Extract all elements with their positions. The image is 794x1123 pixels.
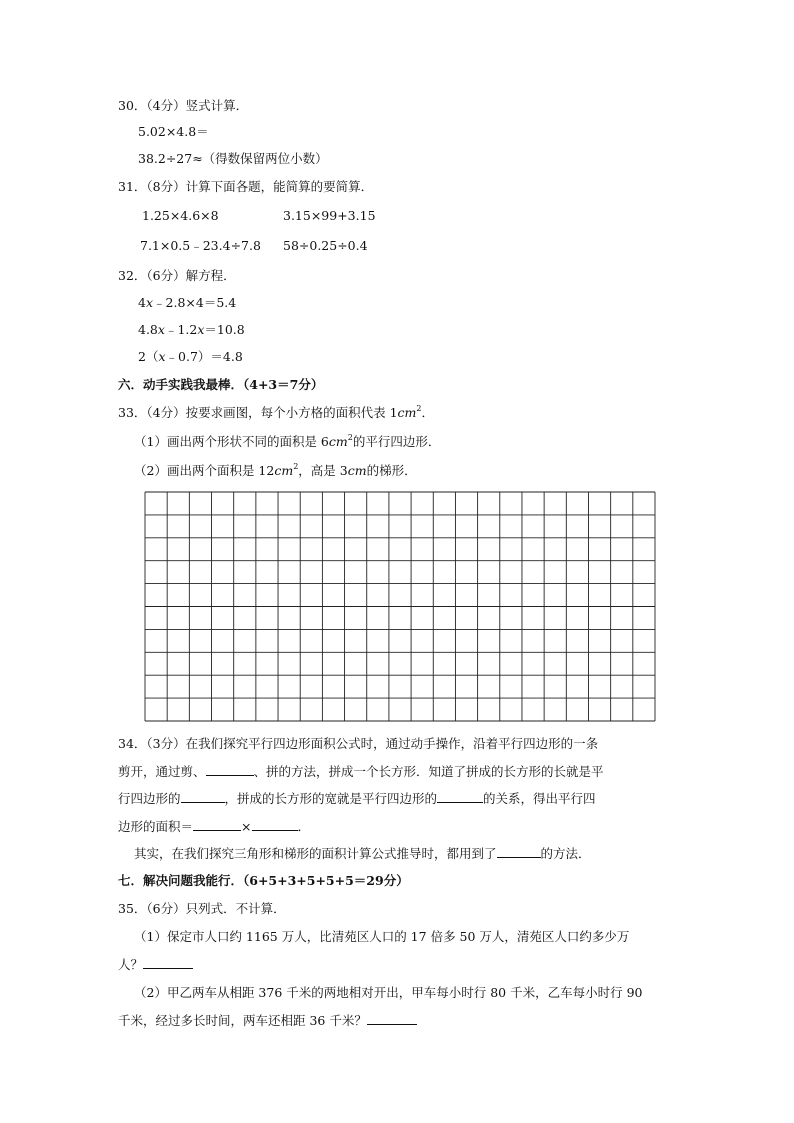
q35-sub-2-line-2: 千米，经过多长时间，两车还相距 36 千米？ [118, 1012, 417, 1029]
q32-equation-3: 2（x﹣0.7）＝4.8 [138, 349, 243, 364]
q34-line-4: 边形的面积＝ × ． [118, 819, 311, 834]
q35-title: 35．（6分）只列式．不计算． [118, 901, 286, 916]
q31-item-2: 3.15×99+3.15 [283, 208, 376, 223]
section-7-heading: 七．解决问题我能行．（6+5+3+5+5+5＝29分） [118, 873, 409, 888]
q35-sub-1-line-1: （1）保定市人口约 1165 万人，比清苑区人口的 17 倍多 50 万人，清苑区人口约多少万 [134, 929, 630, 944]
q34-line-2: 剪开，通过剪、 、拼的方法，拼成一个长方形．知道了拼成的长方形的长就是平 [118, 764, 604, 779]
q34-blank-2[interactable] [181, 790, 225, 803]
q31-title: 31．（8分）计算下面各题，能简算的要简算． [118, 179, 374, 194]
q32-title: 32．（6分）解方程． [118, 268, 236, 283]
q34-blank-1[interactable] [206, 763, 254, 776]
q31-item-1: 1.25×4.6×8 [142, 208, 219, 223]
q35-answer-blank-2[interactable] [367, 1012, 417, 1025]
q35-answer-blank-1[interactable] [143, 956, 193, 969]
q34-blank-5[interactable] [252, 818, 298, 831]
q30-item-1: 5.02×4.8＝ [138, 124, 209, 139]
q34-line-5: 其实，在我们探究三角形和梯形的面积计算公式推导时，都用到了 的方法． [134, 846, 591, 861]
q34-blank-3[interactable] [437, 790, 483, 803]
q34-blank-6[interactable] [497, 845, 541, 858]
q32-equation-1: 4x﹣2.8×4＝5.4 [138, 295, 237, 310]
q34-blank-4[interactable] [193, 818, 241, 831]
q35-sub-1-line-2: 人？ [118, 956, 193, 973]
q33-subquestion-2: （2）画出两个面积是 $12cm^2$，高是 3cm的梯形． [134, 461, 417, 478]
q31-item-4: 58÷0.25÷0.4 [283, 238, 368, 253]
q33-title: 33．（4分）按要求画图，每个小方格的面积代表 $1cm^2$． [118, 403, 435, 420]
drawing-grid[interactable] [144, 491, 656, 722]
q30-title: 30．（4分）竖式计算． [118, 98, 249, 113]
q32-equation-2: 4.8x﹣1.2x＝10.8 [138, 322, 245, 337]
q31-item-3: 7.1×0.5﹣23.4÷7.8 [140, 238, 261, 253]
q33-subquestion-1: （1）画出两个形状不同的面积是 $6cm^2$的平行四边形． [134, 432, 441, 449]
q35-sub-2-line-1: （2）甲乙两车从相距 376 千米的两地相对开出，甲车每小时行 80 千米，乙车每小时行 90 [134, 985, 643, 1000]
q34-line-1: 34．（3分）在我们探究平行四边形面积公式时，通过动手操作，沿着平行四边形的一条 [118, 736, 599, 751]
section-6-heading: 六．动手实践我最棒．（4+3＝7分） [118, 377, 324, 392]
q30-item-2: 38.2÷27≈（得数保留两位小数） [138, 151, 328, 166]
q34-line-3: 行四边形的 ，拼成的长方形的宽就是平行四边形的 的关系，得出平行四 [118, 791, 596, 806]
